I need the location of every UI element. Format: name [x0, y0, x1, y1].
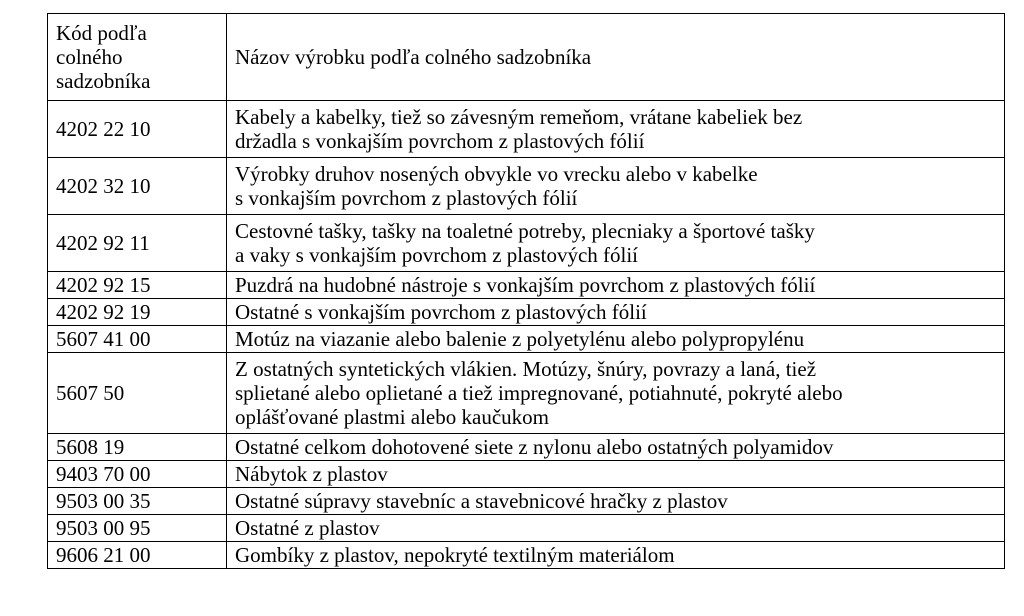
row-code: 9403 70 00 — [48, 461, 227, 488]
table-row — [48, 215, 1005, 272]
header-row — [48, 14, 1005, 101]
table-row — [48, 101, 1005, 158]
row-name: Cestovné tašky, tašky na toaletné potreby, plecniaky a športové tašky a vaky s vonkajším povrchom z plastových fólií — [227, 215, 1005, 272]
row-name: Z ostatných syntetických vlákien. Motúzy, šnúry, povrazy a laná, tiež splietané alebo oplietané a tiež impregnované, potiahnuté, pokryté alebo oplášťované plastmi alebo kaučukom — [227, 353, 1005, 434]
row-name: Motúz na viazanie alebo balenie z polyetylénu alebo polypropylénu — [227, 326, 1005, 353]
table-row — [48, 434, 1005, 461]
table-row — [48, 272, 1005, 299]
row-name: Nábytok z plastov — [227, 461, 1005, 488]
row-name: Ostatné súpravy stavebníc a stavebnicové hračky z plastov — [227, 488, 1005, 515]
row-code: 9503 00 35 — [48, 488, 227, 515]
row-code: 9606 21 00 — [48, 542, 227, 569]
row-code: 9503 00 95 — [48, 515, 227, 542]
table-row — [48, 515, 1005, 542]
row-name: Ostatné celkom dohotovené siete z nylonu alebo ostatných polyamidov — [227, 434, 1005, 461]
row-code: 5608 19 — [48, 434, 227, 461]
row-name: Kabely a kabelky, tiež so závesným remeňom, vrátane kabeliek bez držadla s vonkajším povrchom z plastových fólií — [227, 101, 1005, 158]
row-code: 4202 92 19 — [48, 299, 227, 326]
row-name: Výrobky druhov nosených obvykle vo vrecku alebo v kabelke s vonkajším povrchom z plastových fólií — [227, 158, 1005, 215]
row-code: 5607 41 00 — [48, 326, 227, 353]
row-name: Ostatné z plastov — [227, 515, 1005, 542]
row-code: 4202 92 11 — [48, 215, 227, 272]
row-code: 5607 50 — [48, 353, 227, 434]
table-row — [48, 461, 1005, 488]
row-name: Gombíky z plastov, nepokryté textilným materiálom — [227, 542, 1005, 569]
table-row — [48, 542, 1005, 569]
tariff-table — [47, 13, 1005, 569]
header-name: Názov výrobku podľa colného sadzobníka — [227, 14, 1005, 101]
table-row — [48, 326, 1005, 353]
row-code: 4202 32 10 — [48, 158, 227, 215]
row-code: 4202 92 15 — [48, 272, 227, 299]
table-row — [48, 353, 1005, 434]
table-row — [48, 158, 1005, 215]
table-row — [48, 299, 1005, 326]
header-code: Kód podľa colného sadzobníka — [48, 14, 227, 101]
row-code: 4202 22 10 — [48, 101, 227, 158]
row-name: Ostatné s vonkajším povrchom z plastových fólií — [227, 299, 1005, 326]
row-name: Puzdrá na hudobné nástroje s vonkajším povrchom z plastových fólií — [227, 272, 1005, 299]
table-row — [48, 488, 1005, 515]
